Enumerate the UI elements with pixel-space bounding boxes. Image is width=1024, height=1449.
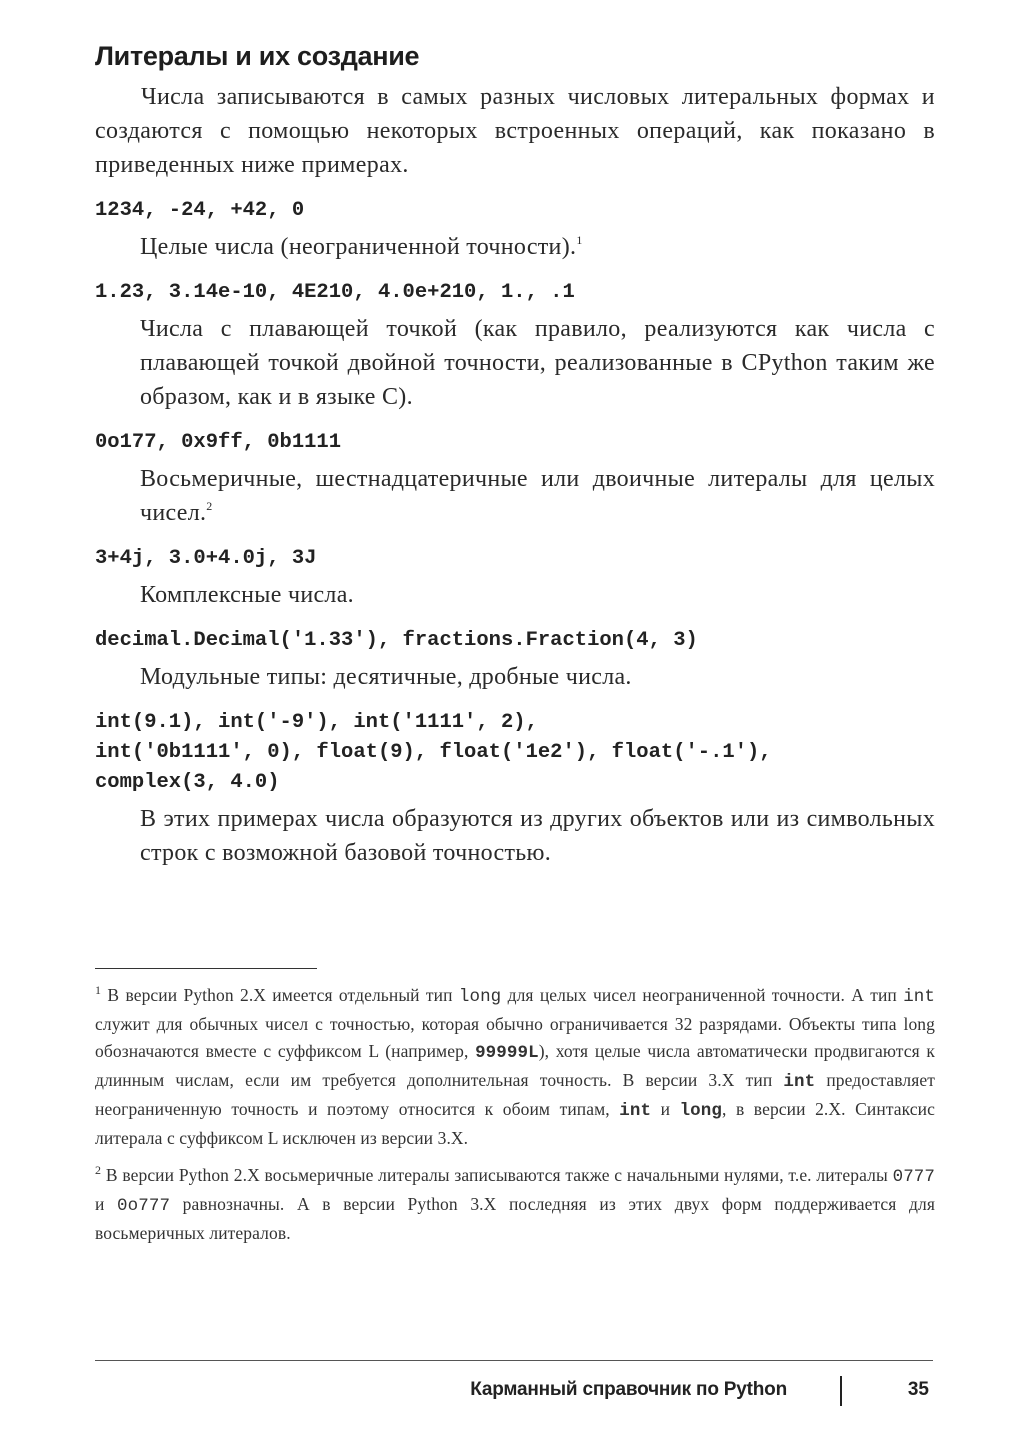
footnote-number: 2 <box>95 1163 102 1177</box>
literal-entry-conversions <box>95 708 935 870</box>
section-heading: Литералы и их создание <box>95 41 420 71</box>
code-sample: 0o177, 0x9ff, 0b1111 <box>95 431 342 454</box>
page-number: 35 <box>907 1379 929 1400</box>
code-sample: decimal.Decimal('1.33'), fractions.Fraction(4, 3) <box>95 629 698 652</box>
footnote-number: 1 <box>95 983 102 997</box>
intro-paragraph: Числа записываются в самых разных числовых литеральных формах и создаются с помощью некоторых встроенных операций, как показано в приведенных ниже примерах. <box>95 84 935 178</box>
footer-separator <box>95 1360 933 1361</box>
code-sample: 3+4j, 3.0+4.0j, 3J <box>95 547 317 570</box>
footnote-separator <box>95 968 317 969</box>
literal-entry-module-types <box>95 626 935 694</box>
literal-entry-complex <box>95 544 935 612</box>
code-sample: int(9.1), int('-9'), int('1111', 2), int('0b1111', 0), float(9), float('1e2'), float('-.1'), complex(3, 4.0) <box>95 711 772 794</box>
literal-entry-integers <box>95 196 935 264</box>
footer-divider <box>840 1376 842 1406</box>
page-footer <box>95 1376 933 1406</box>
footnote-2: $^2$ В версии Python 2.X восьмеричные литералы записываются также с начальными нулями, т.е. литералы 0777 и 0o777 равнозначны. А в версии Python 3.X последняя из этих двух форм поддерживается для восьмеричных литералов. <box>95 1163 936 1243</box>
page-content <box>95 38 935 870</box>
entry-description: Модульные типы: десятичные, дробные числа. <box>140 664 632 690</box>
code-sample: 1234, -24, +42, 0 <box>95 199 305 222</box>
footnotes <box>95 982 935 1257</box>
entry-description: Комплексные числа. <box>140 582 354 608</box>
entry-description: Целые числа (неограниченной точности).$^1$ <box>140 233 583 260</box>
entry-description: Восьмеричные, шестнадцатеричные или двоичные литералы для целых чисел.$^2$ <box>140 466 935 526</box>
entry-description: Числа с плавающей точкой (как правило, реализуются как числа с плавающей точкой двойной точности, реализованные в CPython таким же образом, как и в языке C). <box>140 316 935 410</box>
entry-description: В этих примерах числа образуются из других объектов или из символьных строк с возможной базовой точностью. <box>140 806 935 866</box>
literal-entry-octal-hex-binary <box>95 428 935 530</box>
book-title: Карманный справочник по Python <box>470 1379 787 1400</box>
footnote-1: $^1$ В версии Python 2.X имеется отдельный тип long для целых чисел неограниченной точности. А тип int служит для обычных чисел с точностью, которая обычно ограничивается 32 разрядами. Объекты типа long обозначаются вместе с суффиксом L (например, 99999L), хотя целые числа автоматически продвигаются к длинным числам, если им требуется дополнительная точность. В версии 3.X тип int предоставляет неограниченную точность и поэтому относится к обоим типам, int и long, в версии 2.X. Синтаксис литерала с суффиксом L исключен из версии 3.X. <box>95 983 936 1148</box>
footnote-ref[interactable]: 1 <box>576 233 583 247</box>
literal-entry-floats <box>95 278 935 414</box>
footnote-ref[interactable]: 2 <box>206 499 213 513</box>
code-sample: 1.23, 3.14e-10, 4E210, 4.0e+210, 1., .1 <box>95 281 575 304</box>
